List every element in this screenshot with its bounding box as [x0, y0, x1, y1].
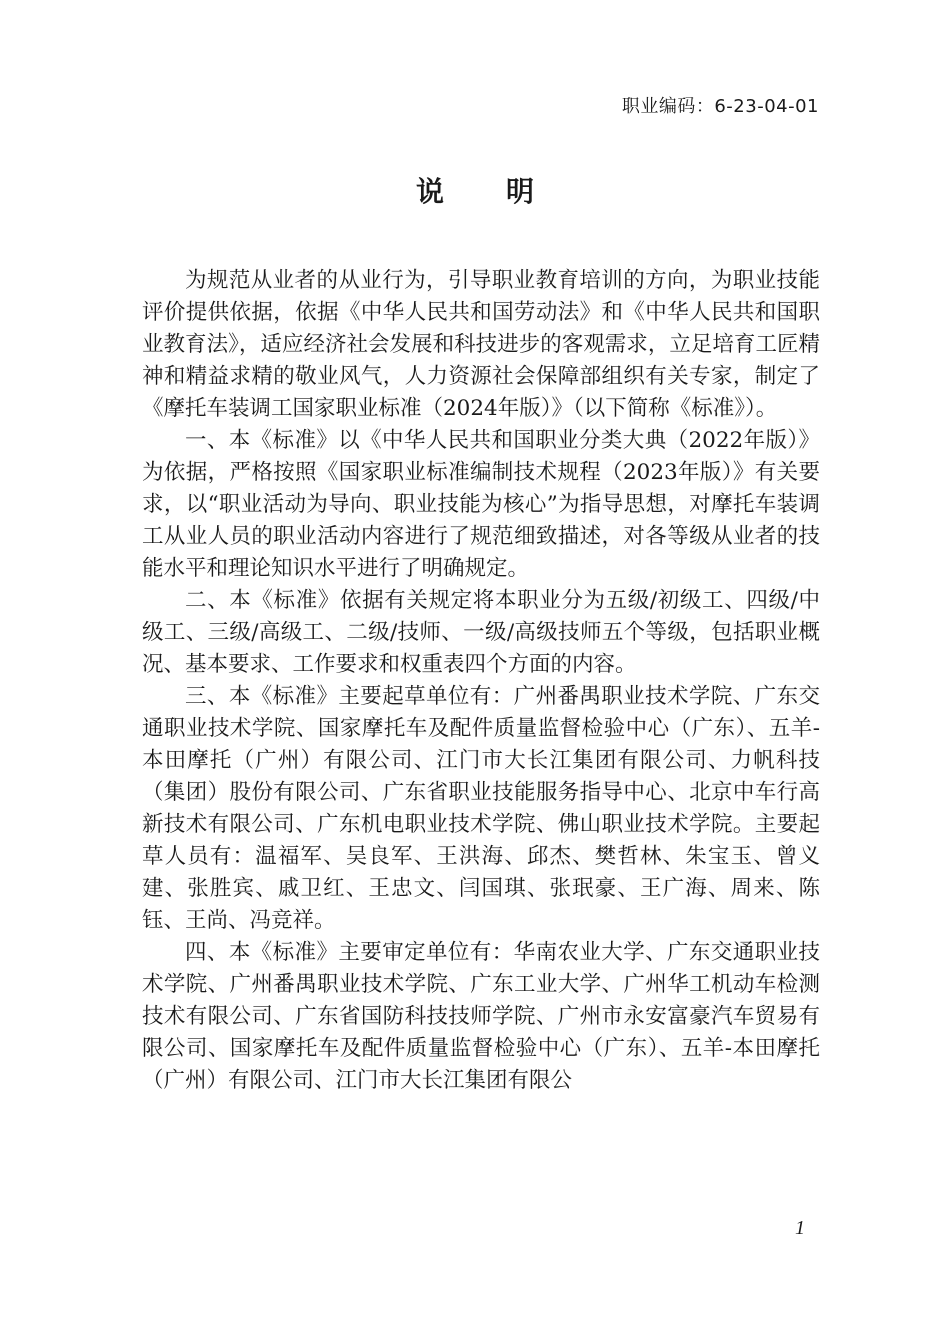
page-number: 1: [795, 1217, 805, 1239]
paragraph-intro: 为规范从业者的从业行为，引导职业教育培训的方向，为职业技能评价提供依据，依据《中华人民共和国劳动法》和《中华人民共和国职业教育法》，适应经济社会发展和科技进步的客观需求，立足培育工匠精神和精益求精的敬业风气，人力资源社会保障部组织有关专家，制定了《摩托车装调工国家职业标准（2024年版）》（以下简称《标准》）。: [142, 268, 820, 421]
paragraph-section-1: 一、本《标准》以《中华人民共和国职业分类大典（2022年版）》为依据，严格按照《国家职业标准编制技术规程（2023年版）》有关要求，以“职业活动为导向、职业技能为核心”为指导思想，对摩托车装调工从业人员的职业活动内容进行了规范细致描述，对各等级从业者的技能水平和理论知识水平进行了明确规定。: [142, 428, 820, 581]
document-body: [142, 265, 820, 1097]
paragraph-section-2: 二、本《标准》依据有关规定将本职业分为五级/初级工、四级/中级工、三级/高级工、二级/技师、一级/高级技师五个等级，包括职业概况、基本要求、工作要求和权重表四个方面的内容。: [142, 588, 820, 677]
paragraph-section-3: 三、本《标准》主要起草单位有：广州番禺职业技术学院、广东交通职业技术学院、国家摩托车及配件质量监督检验中心（广东）、五羊-本田摩托（广州）有限公司、江门市大长江集团有限公司、力帆科技（集团）股份有限公司、广东省职业技能服务指导中心、北京中车行高新技术有限公司、广东机电职业技术学院、佛山职业技术学院。主要起草人员有：温福军、吴良军、王洪海、邱杰、樊哲林、朱宝玉、曾义建、张胜宾、戚卫红、王忠文、闫国琪、张珉豪、王广海、周来、陈钰、王尚、冯竞祥。: [142, 684, 820, 933]
page-title: 说明: [415, 175, 596, 208]
occupation-code: 职业编码：6-23-04-01: [621, 96, 819, 117]
paragraph-section-4: 四、本《标准》主要审定单位有：华南农业大学、广东交通职业技术学院、广州番禺职业技术学院、广东工业大学、广州华工机动车检测技术有限公司、广东省国防科技技师学院、广州市永安富豪汽车贸易有限公司、国家摩托车及配件质量监督检验中心（广东）、五羊-本田摩托（广州）有限公司、江门市大长江集团有限公: [142, 940, 820, 1093]
